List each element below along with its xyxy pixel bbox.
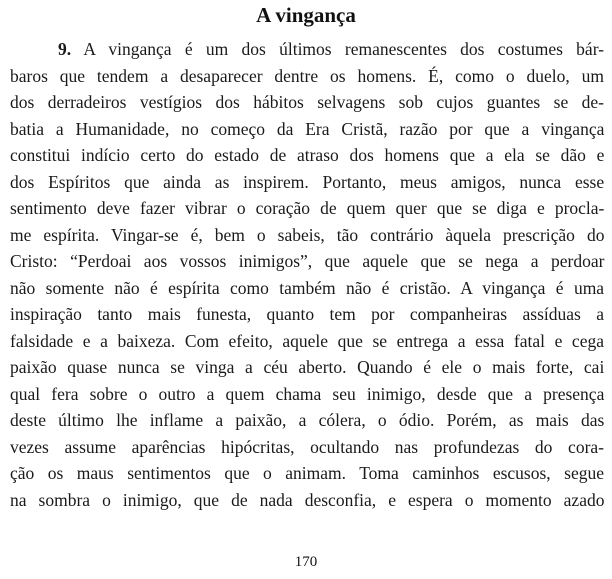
text-line: ção os maus sentimentos que o animam. Toma caminhos escusos, segue bbox=[10, 463, 604, 483]
body-paragraph bbox=[10, 36, 604, 513]
page-number: 170 bbox=[294, 554, 318, 570]
text-line: constitui indício certo do estado de atraso dos homens que a ela se dão e bbox=[10, 145, 605, 165]
text-line bbox=[10, 36, 604, 63]
text-line: dos Espíritos que ainda as inspirem. Portanto, meus amigos, nunca esse bbox=[10, 171, 605, 192]
section-title: A vingança bbox=[256, 3, 356, 27]
text-line: vezes assume aparências hipócritas, ocultando nas profundezas do cora- bbox=[10, 436, 604, 457]
text-line: não somente não é espírita como também não é cristão. A vingança é uma bbox=[10, 277, 605, 298]
text-line: paixão quase nunca se vinga a céu aberto. Quando é ele o mais forte, cai bbox=[10, 357, 605, 377]
text-line: qual fera sobre o outro a quem chama seu inimigo, desde que a presença bbox=[10, 383, 605, 404]
text-line: inspiração tanto mais funesta, quanto tem por companheiras assíduas a bbox=[10, 304, 604, 324]
text-line: Cristo: “Perdoai aos vossos inimigos”, que aquele que se nega a perdoar bbox=[10, 251, 605, 271]
text-line-content: A vingança é um dos últimos remanescentes dos costumes bár- bbox=[71, 39, 604, 59]
text-line: falsidade e a baixeza. Com efeito, aquele que se entrega a essa fatal e cega bbox=[10, 330, 604, 351]
text-line: dos derradeiros vestígios dos hábitos selvagens sob cujos guantes se de- bbox=[10, 92, 604, 112]
text-line: na sombra o inimigo, que de nada desconfia, e espera o momento azado bbox=[10, 489, 605, 510]
paragraph-number: 9. bbox=[58, 39, 72, 59]
text-line: me espírita. Vingar-se é, bem o sabeis, tão contrário àquela prescrição do bbox=[10, 224, 605, 245]
text-line: batia a Humanidade, no começo da Era Cristã, razão por que a vingança bbox=[10, 118, 605, 139]
text-line: deste último lhe inflame a paixão, a cólera, o ódio. Porém, as mais das bbox=[10, 410, 605, 430]
text-line: baros que tendem a desaparecer dentre os homens. É, como o duelo, um bbox=[10, 65, 604, 86]
text-line: sentimento deve fazer vibrar o coração de quem quer que se diga e procla- bbox=[10, 198, 605, 218]
